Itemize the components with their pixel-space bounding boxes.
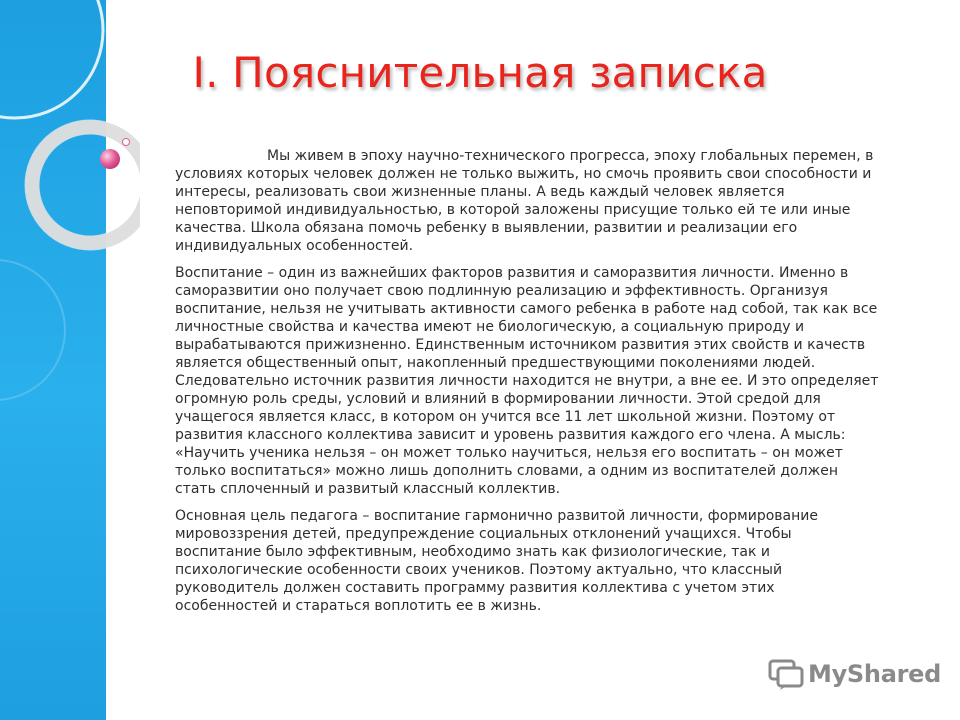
- decorative-bubbles: [0, 120, 140, 250]
- myshared-logo-icon: [768, 658, 804, 690]
- small-bubble-icon: [123, 139, 130, 146]
- paragraph-upbringing: Воспитание – один из важнейших факторов развития и саморазвития личности. Именно в саморазвитии оно получает свою подлинную реализацию и эффективность. Организуя воспитание, нельзя не учитывать активности самого ребенка в работе над собой, так как все личностные свойства и качества имеют не биологическую, а социальную природу и вырабатываются прижизненно. Единственным источником развития этих свойств и качеств является общественный опыт, накопленный предшествующими поколениями людей. Следовательно источник развития личности находится не внутри, а вне ее. И это определяет огромную роль среды, условий и влияний в формировании личности. Этой средой для учащегося является класс, в котором он учится все 11 лет школьной жизни. Поэтому от развития классного коллектива зависит и уровень развития каждого его члена. А мысль: «Научить ученика нельзя – он может только научиться, нельзя его воспитать – он может только воспитаться» можно лишь дополнить словами, а одним из воспитателей должен стать сплоченный и развитый классный коллектив.: [175, 265, 879, 497]
- myshared-watermark: [768, 656, 941, 692]
- pink-bubble-icon: [100, 149, 120, 169]
- paragraph-intro: Мы живем в эпоху научно-технического прогресса, эпоху глобальных перемен, в условиях которых человек должен не только выжить, но смочь проявить свои способности и интересы, реализовать свои жизненные планы. А ведь каждый человек является неповторимой индивидуальностью, в которой заложены присущие только ей те или иные качества. Школа обязана помочь ребенку в выявлении, развитии и реализации его индивидуальных особенностей.: [175, 148, 874, 254]
- paragraph-goal: Основная цель педагога – воспитание гармонично развитой личности, формирование мировоззрения детей, предупреждение социальных отклонений учащихся. Чтобы воспитание было эффективным, необходимо знать как физиологические, так и психологические особенности своих учеников. Поэтому актуально, что классный руководитель должен составить программу развития коллектива с учетом этих особенностей и стараться воплотить ее в жизнь.: [175, 508, 818, 614]
- decorative-circles: [0, 0, 106, 720]
- side-decoration-band: [0, 0, 106, 720]
- watermark-text: MyShared: [808, 660, 941, 688]
- slide-title: I. Пояснительная записка: [192, 48, 768, 97]
- slide-body: [175, 147, 880, 624]
